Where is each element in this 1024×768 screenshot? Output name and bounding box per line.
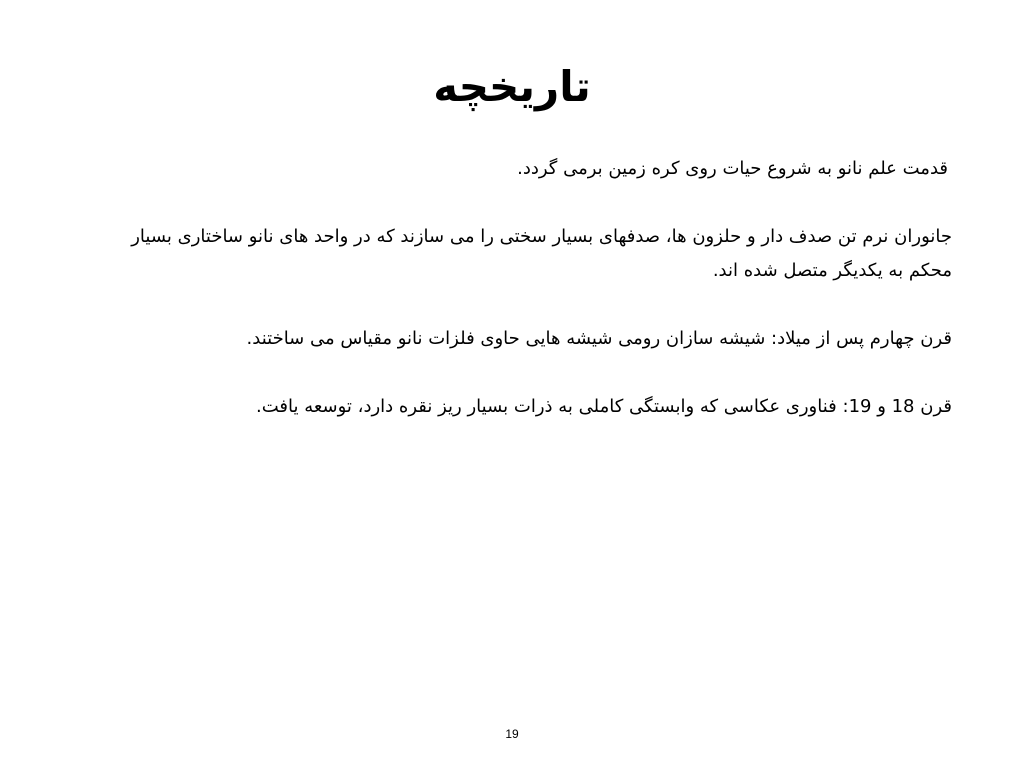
paragraph-mollusks: جانوران نرم تن صدف دار و حلزون ها، صدفهای بسیار سختی را می سازند که در واحد های نانو ساختاری بسیار محکم به یکدیگر متصل شده اند. (131, 226, 952, 281)
slide-title: تاریخچه (433, 62, 591, 111)
page-number: 19 (505, 727, 519, 741)
slide-body (112, 152, 952, 458)
paragraph-origin: قدمت علم نانو به شروع حیات روی کره زمین برمی گردد. (517, 158, 948, 179)
paragraph-photography: قرن 18 و 19: فناوری عکاسی که وابستگی کاملی به ذرات بسیار ریز نقره دارد، توسعه یافت. (256, 396, 952, 417)
paragraph-roman-glass: قرن چهارم پس از میلاد: شیشه سازان رومی شیشه هایی حاوی فلزات نانو مقیاس می ساختند. (246, 328, 952, 349)
